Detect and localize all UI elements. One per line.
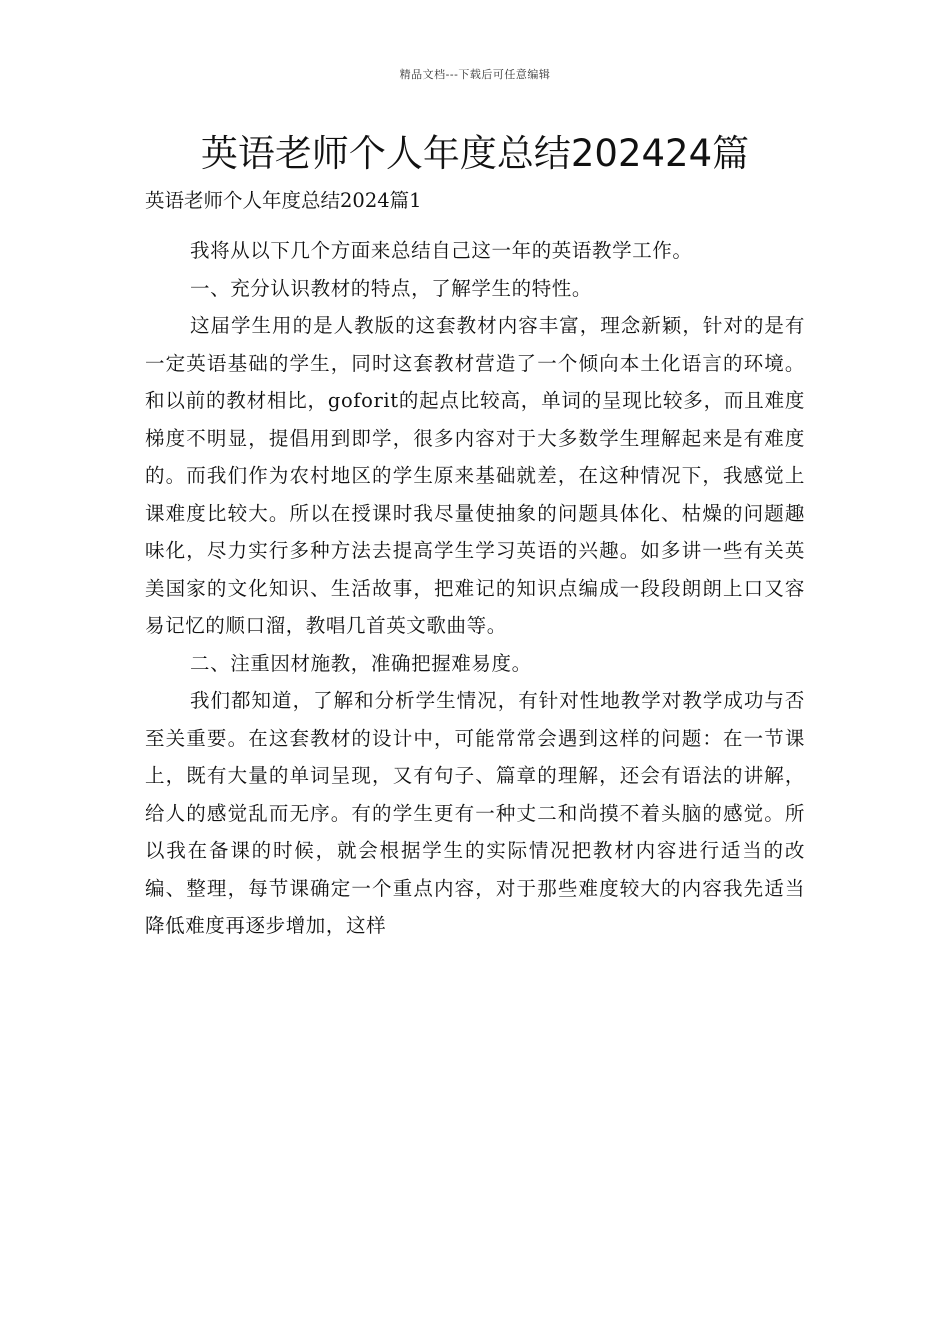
paragraph-intro: 我将从以下几个方面来总结自己这一年的英语教学工作。 xyxy=(190,239,693,262)
heading-section-2: 二、注重因材施教，准确把握难易度。 xyxy=(190,651,532,675)
page-header: 精品文档---下载后可任意编辑 xyxy=(399,68,551,81)
document-body xyxy=(145,232,805,945)
paragraph-teaching: 我们都知道，了解和分析学生情况，有针对性地教学对教学成功与否至关重要。在这套教材的设计中，可能常常会遇到这样的问题：在一节课上，既有大量的单词呈现，又有句子、篇章的理解，还会有语法的讲解，给人的感觉乱而无序。有的学生更有一种丈二和尚摸不着头脑的感觉。所以我在备课的时候，就会根据学生的实际情况把教材内容进行适当的改编、整理，每节课确定一个重点内容，对于那些难度较大的内容我先适当降低难度再逐步增加，这样 xyxy=(145,689,805,937)
document-title: 英语老师个人年度总结202424篇 xyxy=(200,132,750,175)
heading-section-1: 一、充分认识教材的特点，了解学生的特性。 xyxy=(190,276,593,300)
section-subtitle: 英语老师个人年度总结2024篇1 xyxy=(145,189,422,212)
paragraph-textbook: 这届学生用的是人教版的这套教材内容丰富，理念新颖，针对的是有一定英语基础的学生，同时这套教材营造了一个倾向本土化语言的环境。和以前的教材相比，goforit的起点比较高，单词的呈现比较多，而且难度梯度不明显，提倡用到即学，很多内容对于大多数学生理解起来是有难度的。而我们作为农村地区的学生原来基础就差，在这种情况下，我感觉上课难度比较大。所以在授课时我尽量使抽象的问题具体化、枯燥的问题趣味化，尽力实行多种方法去提高学生学习英语的兴趣。如多讲一些有关英美国家的文化知识、生活故事，把难记的知识点编成一段段朗朗上口又容易记忆的顺口溜，教唱几首英文歌曲等。 xyxy=(145,314,805,637)
